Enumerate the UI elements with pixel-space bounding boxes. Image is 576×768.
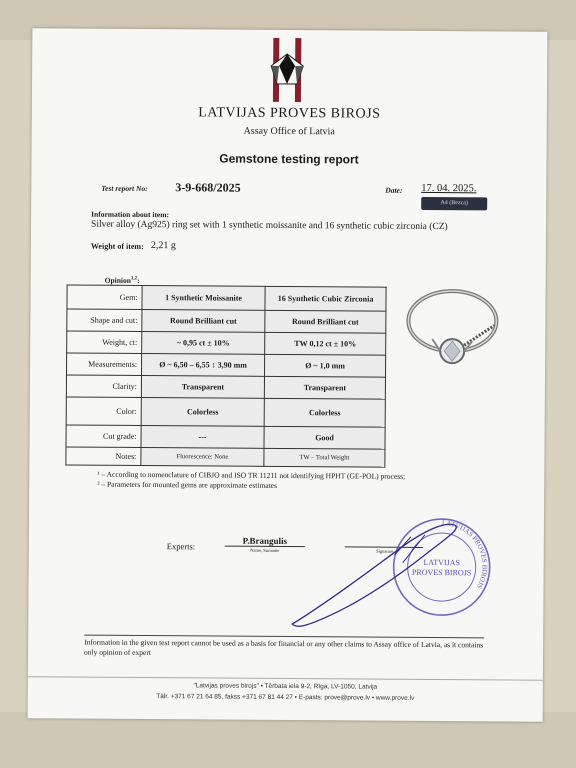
table-row xyxy=(66,375,385,399)
cz-cell: TW – Total Weight xyxy=(264,448,385,467)
row-label: Notes: xyxy=(66,447,141,466)
table-row xyxy=(67,285,386,311)
name-caption: Name, Surname xyxy=(250,547,280,553)
table-row xyxy=(66,447,385,467)
table-row xyxy=(66,425,385,449)
cz-cell: Ø ~ 1,0 mm xyxy=(264,354,385,377)
svg-text:PROVES BIROJS: PROVES BIROJS xyxy=(411,567,472,578)
row-label: Measurements: xyxy=(66,353,141,376)
row-label: Clarity: xyxy=(66,375,141,398)
row-label: Gem: xyxy=(67,285,142,310)
item-weight: 2,21 g xyxy=(150,240,176,252)
moissanite-cell: Round Brilliant cut xyxy=(142,309,265,332)
disclaimer: Information in the given test report cannot be used as a basis for financial or any other claims to Assay office of Latvia, as it contains only opinion of expert xyxy=(84,635,484,661)
item-weight-label: Weight of item: xyxy=(90,241,144,251)
org-name: LATVIJAS PROVES BIROJS xyxy=(198,105,381,122)
item-description: Silver alloy (Ag925) ring set with 1 synthetic moissanite and 16 synthetic cubic zirconia (CZ) xyxy=(91,219,448,233)
handwritten-signature xyxy=(284,514,465,631)
footer-contacts: Tālr. +371 67 21 64 85, fakss +371 67 81 44 27 • E-pasts: prove@prove.lv • www.prove.lv xyxy=(156,693,415,702)
row-label: Cut grade: xyxy=(66,425,141,448)
opinion-superscript: 1,2 xyxy=(130,276,138,282)
moissanite-cell: Colorless xyxy=(141,397,264,426)
expert-name: P.Brangulis xyxy=(225,536,305,548)
table-row xyxy=(67,309,386,333)
footnotes xyxy=(97,470,497,493)
cz-cell: Colorless xyxy=(264,398,385,427)
table-row xyxy=(66,353,385,377)
cz-cell: Transparent xyxy=(264,376,385,399)
footer xyxy=(28,676,543,705)
footnote-2: ² – Parameters for mounted gems are approximate estimates xyxy=(97,479,277,490)
row-label: Color: xyxy=(66,397,141,426)
item-info-label: Information about item: xyxy=(91,209,170,220)
experts-label: Experts: xyxy=(166,541,196,552)
ring-photo xyxy=(402,281,503,392)
report-date: 17. 04. 2025. xyxy=(421,182,477,195)
moissanite-cell: 1 Synthetic Moissanite xyxy=(142,285,265,310)
cz-cell: TW 0,12 ct ± 10% xyxy=(265,332,386,355)
footer-address: "Latvijas proves birojs" • Tērbata iela 9-2, Rīga, LV-1050, Latvija xyxy=(193,682,378,691)
opinion-label: Opinion$^{1,2}$: xyxy=(104,275,140,285)
signature-caption: Signature xyxy=(376,548,394,554)
cz-cell: Good xyxy=(264,426,385,449)
report-paper xyxy=(28,28,548,722)
moissanite-cell: Fluorescence: None xyxy=(141,447,264,466)
table-row xyxy=(66,397,385,427)
report-number-label: Test report No: xyxy=(101,183,148,194)
moissanite-cell: ~ 0,95 ct ± 10% xyxy=(142,331,265,354)
report-title: Gemstone testing report xyxy=(219,151,359,167)
date-label: Date: xyxy=(385,185,403,195)
footnote-1: ¹ – According to nomenclature of CIBJO and ISO TR 11211 not identifying HPHT (GE-POL) process; xyxy=(97,469,406,481)
row-label: Weight, ct: xyxy=(67,331,142,354)
gem-table xyxy=(65,284,386,467)
cz-cell: Round Brilliant cut xyxy=(265,310,386,333)
svg-text:LATVIJAS PROVES BIROJS: LATVIJAS PROVES BIROJS xyxy=(441,519,489,590)
assay-office-logo xyxy=(265,38,309,104)
moissanite-cell: Ø ~ 6,50 – 6,55 ↕ 3,90 mm xyxy=(141,353,264,376)
moissanite-cell: Transparent xyxy=(141,375,264,398)
org-subtitle: Assay Office of Latvia xyxy=(243,125,335,138)
moissanite-cell: --- xyxy=(141,425,264,448)
svg-text:LATVIJAS: LATVIJAS xyxy=(423,557,460,568)
report-number: 3-9-668/2025 xyxy=(175,180,241,195)
table-row xyxy=(67,331,386,355)
cz-cell: 16 Synthetic Cubic Zirconia xyxy=(265,286,386,311)
small-stamp: A4 (Bezca) xyxy=(421,197,487,210)
row-label: Shape and cut: xyxy=(67,309,142,332)
